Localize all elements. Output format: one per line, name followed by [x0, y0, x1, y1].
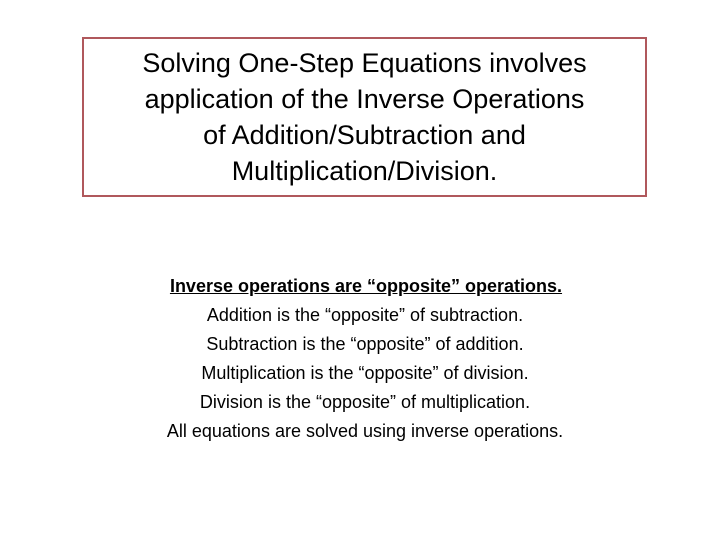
body-text — [0, 272, 728, 446]
title-line: Solving One-Step Equations involves — [142, 48, 587, 78]
body-line: All equations are solved using inverse operations. — [166, 421, 564, 441]
title-line: application of the Inverse Operations — [144, 84, 585, 114]
title-line: Multiplication/Division. — [231, 156, 498, 186]
body-line: Multiplication is the “opposite” of division. — [201, 363, 529, 383]
body-lines — [2, 301, 728, 446]
title-line: of Addition/Subtraction and — [203, 120, 526, 150]
title-box — [82, 37, 647, 197]
body-heading: Inverse operations are “opposite” operations. — [169, 276, 563, 296]
body-line: Addition is the “opposite” of subtraction. — [206, 305, 524, 325]
slide-title — [142, 45, 586, 189]
body-line: Division is the “opposite” of multiplication. — [199, 392, 531, 412]
body-line: Subtraction is the “opposite” of addition. — [206, 334, 524, 354]
